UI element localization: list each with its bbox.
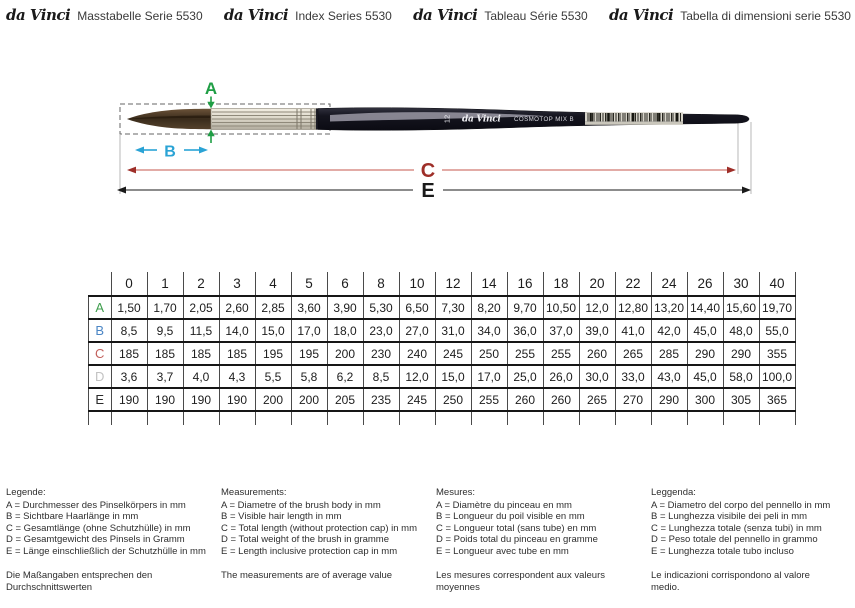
arrowhead-right-icon <box>727 167 736 174</box>
stub-cell <box>687 411 723 425</box>
value-cell: 2,85 <box>255 296 291 319</box>
dimension-e-label: E <box>421 180 435 202</box>
value-cell: 58,0 <box>723 365 759 388</box>
value-cell: 25,0 <box>507 365 543 388</box>
legend-line: C = Longueur total (sans tube) en mm <box>436 522 597 534</box>
size-column-header: 26 <box>687 272 723 296</box>
value-cell: 190 <box>147 388 183 411</box>
value-cell: 190 <box>219 388 255 411</box>
size-column-header: 12 <box>435 272 471 296</box>
stub-cell <box>723 411 759 425</box>
value-cell: 235 <box>363 388 399 411</box>
value-cell: 43,0 <box>651 365 687 388</box>
value-cell: 2,05 <box>183 296 219 319</box>
legend-line: B = Sichtbare Haarlänge in mm <box>6 511 139 522</box>
barcode <box>585 112 683 125</box>
davinci-logo: da Vinci <box>223 6 289 24</box>
value-cell: 255 <box>471 388 507 411</box>
value-cell: 255 <box>543 342 579 365</box>
value-cell: 1,70 <box>147 296 183 319</box>
value-cell: 7,30 <box>435 296 471 319</box>
row-label: D <box>89 365 112 388</box>
size-column-header: 10 <box>399 272 435 296</box>
header-item-german <box>6 6 203 24</box>
header-title-de: Masstabelle Serie 5530 <box>77 9 203 23</box>
value-cell: 9,70 <box>507 296 543 319</box>
value-cell: 26,0 <box>543 365 579 388</box>
value-cell: 1,50 <box>111 296 147 319</box>
size-column-header: 30 <box>723 272 759 296</box>
value-cell: 185 <box>219 342 255 365</box>
arrowhead-left-icon <box>135 147 144 154</box>
size-column-header: 40 <box>759 272 795 296</box>
value-cell: 8,20 <box>471 296 507 319</box>
arrowhead-left-icon <box>117 187 126 194</box>
value-cell: 260 <box>507 388 543 411</box>
value-cell: 3,6 <box>111 365 147 388</box>
value-cell: 14,0 <box>219 319 255 342</box>
value-cell: 185 <box>111 342 147 365</box>
value-cell: 39,0 <box>579 319 615 342</box>
legend-line: E = Length inclusive protection cap in mm <box>221 545 398 557</box>
value-cell: 15,60 <box>723 296 759 319</box>
value-cell: 4,3 <box>219 365 255 388</box>
stub-cell <box>89 411 112 425</box>
legend-line: D = Peso totale del pennello in grammo <box>651 534 818 545</box>
value-cell: 18,0 <box>327 319 363 342</box>
value-cell: 15,0 <box>435 365 471 388</box>
value-cell: 195 <box>291 342 327 365</box>
legend-title: Mesures: <box>436 487 476 498</box>
legend-note: The measurements are of average value <box>221 570 393 581</box>
davinci-logo: da Vinci <box>6 6 71 24</box>
size-column-header: 20 <box>579 272 615 296</box>
legend-line: A = Diametre of the brush body in mm <box>221 499 381 511</box>
value-cell: 205 <box>327 388 363 411</box>
stub-cell <box>471 411 507 425</box>
stub-cell <box>291 411 327 425</box>
legend-note: Le indicazioni corrispondono al valore medio. <box>651 570 810 593</box>
legend-column <box>6 487 221 593</box>
dimension-c-label: C <box>420 160 436 182</box>
value-cell: 2,60 <box>219 296 255 319</box>
value-cell: 190 <box>183 388 219 411</box>
value-cell: 12,0 <box>579 296 615 319</box>
value-cell: 42,0 <box>651 319 687 342</box>
legend-line: B = Lunghezza visibile dei peli in mm <box>651 511 808 522</box>
dimension-b-label: B <box>164 143 176 161</box>
legend-line: C = Total length (without protection cap) in mm <box>221 522 417 534</box>
value-cell: 185 <box>147 342 183 365</box>
legend-column <box>651 487 855 593</box>
value-cell: 100,0 <box>759 365 795 388</box>
row-label: C <box>89 342 112 365</box>
size-header-row <box>89 272 796 296</box>
value-cell: 30,0 <box>579 365 615 388</box>
value-cell: 200 <box>291 388 327 411</box>
legends <box>6 487 855 593</box>
legend-line: B = Longueur du poil visible en mm <box>436 511 585 522</box>
dimension-e <box>117 180 751 202</box>
value-cell: 260 <box>543 388 579 411</box>
value-cell: 34,0 <box>471 319 507 342</box>
value-cell: 55,0 <box>759 319 795 342</box>
table-row <box>89 388 796 411</box>
legend-line: B = Visible hair length in mm <box>221 511 342 522</box>
value-cell: 19,70 <box>759 296 795 319</box>
legend-line: A = Durchmesser des Pinselkörpers in mm <box>6 499 186 511</box>
value-cell: 48,0 <box>723 319 759 342</box>
value-cell: 17,0 <box>291 319 327 342</box>
row-label: E <box>89 388 112 411</box>
value-cell: 3,7 <box>147 365 183 388</box>
value-cell: 37,0 <box>543 319 579 342</box>
stub-cell <box>615 411 651 425</box>
legend-line: E = Longueur avec tube en mm <box>436 545 569 557</box>
value-cell: 230 <box>363 342 399 365</box>
value-cell: 9,5 <box>147 319 183 342</box>
legend-line: E = Lunghezza totale tubo incluso <box>651 545 794 557</box>
value-cell: 250 <box>435 388 471 411</box>
value-cell: 5,30 <box>363 296 399 319</box>
value-cell: 285 <box>651 342 687 365</box>
value-cell: 17,0 <box>471 365 507 388</box>
header-title-it: Tabella di dimensioni serie 5530 <box>680 9 851 23</box>
value-cell: 195 <box>255 342 291 365</box>
size-column-header: 6 <box>327 272 363 296</box>
stub-cell <box>147 411 183 425</box>
arrowhead-left-icon <box>127 167 136 174</box>
stub-cell <box>435 411 471 425</box>
value-cell: 365 <box>759 388 795 411</box>
legend-column <box>221 487 436 593</box>
value-cell: 300 <box>687 388 723 411</box>
arrowhead-right-icon <box>742 187 751 194</box>
stub-cell <box>543 411 579 425</box>
value-cell: 12,80 <box>615 296 651 319</box>
arrowhead-right-icon <box>199 147 208 154</box>
legend-line: C = Lunghezza totale (senza tubi) in mm <box>651 522 822 534</box>
guide-lines <box>120 122 751 194</box>
brush-hair <box>127 109 211 129</box>
value-cell: 240 <box>399 342 435 365</box>
brush-diagram <box>0 55 855 220</box>
arrowhead-up-icon <box>207 130 214 137</box>
dimension-b <box>135 144 208 161</box>
value-cell: 260 <box>579 342 615 365</box>
size-column-header: 18 <box>543 272 579 296</box>
series-label: COSMOTOP MIX B <box>514 116 575 123</box>
legend-line: D = Poids total du pinceau en gramme <box>436 534 598 545</box>
brush-diagram-svg <box>0 55 855 220</box>
value-cell: 290 <box>687 342 723 365</box>
value-cell: 23,0 <box>363 319 399 342</box>
brand-label: da Vinci <box>462 114 501 125</box>
stub-cell <box>183 411 219 425</box>
size-column-header: 24 <box>651 272 687 296</box>
legend-line: C = Gesamtlänge (ohne Schutzhülle) in mm <box>6 522 191 534</box>
size-column-header: 3 <box>219 272 255 296</box>
value-cell: 13,20 <box>651 296 687 319</box>
value-cell: 305 <box>723 388 759 411</box>
size-column-header: 2 <box>183 272 219 296</box>
size-column-header: 14 <box>471 272 507 296</box>
legend-line: D = Total weight of the brush in gramme <box>221 534 390 545</box>
stub-cell <box>219 411 255 425</box>
davinci-logo: da Vinci <box>608 6 674 24</box>
value-cell: 185 <box>183 342 219 365</box>
size-column-header: 4 <box>255 272 291 296</box>
stub-cell <box>111 411 147 425</box>
value-cell: 6,50 <box>399 296 435 319</box>
header-item-french <box>413 6 588 24</box>
header-item-english <box>224 6 392 24</box>
value-cell: 265 <box>615 342 651 365</box>
corner-cell <box>89 272 112 296</box>
value-cell: 45,0 <box>687 365 723 388</box>
value-cell: 255 <box>507 342 543 365</box>
value-cell: 12,0 <box>399 365 435 388</box>
stub-cell <box>759 411 795 425</box>
value-cell: 36,0 <box>507 319 543 342</box>
header-title-en: Index Series 5530 <box>295 9 392 23</box>
value-cell: 5,8 <box>291 365 327 388</box>
value-cell: 15,0 <box>255 319 291 342</box>
value-cell: 6,2 <box>327 365 363 388</box>
value-cell: 355 <box>759 342 795 365</box>
brush-handle <box>316 108 749 131</box>
value-cell: 290 <box>651 388 687 411</box>
legend-title: Legende: <box>6 487 46 498</box>
value-cell: 33,0 <box>615 365 651 388</box>
arrowhead-down-icon <box>207 102 214 109</box>
value-cell: 8,5 <box>363 365 399 388</box>
size-column-header: 5 <box>291 272 327 296</box>
value-cell: 290 <box>723 342 759 365</box>
legend-column <box>436 487 651 593</box>
legend-line: D = Gesamtgewicht des Pinsels in Gramm <box>6 534 185 545</box>
value-cell: 10,50 <box>543 296 579 319</box>
header <box>6 6 851 24</box>
stub-cell <box>507 411 543 425</box>
stub-cell <box>399 411 435 425</box>
header-title-fr: Tableau Série 5530 <box>484 9 588 23</box>
value-cell: 11,5 <box>183 319 219 342</box>
size-column-header: 0 <box>111 272 147 296</box>
stub-cell <box>363 411 399 425</box>
value-cell: 4,0 <box>183 365 219 388</box>
size-column-header: 16 <box>507 272 543 296</box>
table-row <box>89 342 796 365</box>
stub-cell <box>651 411 687 425</box>
legend-title: Measurements: <box>221 487 287 498</box>
size-column-header: 22 <box>615 272 651 296</box>
legend-line: A = Diamètre du pinceau en mm <box>436 499 572 511</box>
size-table <box>88 272 796 425</box>
value-cell: 3,60 <box>291 296 327 319</box>
value-cell: 250 <box>471 342 507 365</box>
legend-line: A = Diametro del corpo del pennello in mm <box>651 499 831 511</box>
value-cell: 27,0 <box>399 319 435 342</box>
davinci-logo: da Vinci <box>413 6 478 24</box>
legend-note: Les mesures correspondent aux valeurs moyennes <box>436 570 605 593</box>
value-cell: 200 <box>255 388 291 411</box>
value-cell: 45,0 <box>687 319 723 342</box>
brush-size-label: 12 <box>442 114 452 124</box>
table-row <box>89 319 796 342</box>
dimension-a-label: A <box>204 79 218 98</box>
value-cell: 270 <box>615 388 651 411</box>
row-label: B <box>89 319 112 342</box>
size-column-header: 1 <box>147 272 183 296</box>
value-cell: 190 <box>111 388 147 411</box>
value-cell: 200 <box>327 342 363 365</box>
table-bottom-stub-row <box>89 411 796 425</box>
legend-title: Leggenda: <box>651 487 696 498</box>
stub-cell <box>327 411 363 425</box>
legend-line: E = Länge einschließlich der Schutzhülle in mm <box>6 545 206 557</box>
value-cell: 8,5 <box>111 319 147 342</box>
value-cell: 31,0 <box>435 319 471 342</box>
value-cell: 245 <box>435 342 471 365</box>
row-label: A <box>89 296 112 319</box>
value-cell: 245 <box>399 388 435 411</box>
value-cell: 41,0 <box>615 319 651 342</box>
table-row <box>89 296 796 319</box>
stub-cell <box>255 411 291 425</box>
value-cell: 5,5 <box>255 365 291 388</box>
value-cell: 14,40 <box>687 296 723 319</box>
dimension-c <box>127 160 736 182</box>
header-item-italian <box>609 6 851 24</box>
value-cell: 265 <box>579 388 615 411</box>
value-cell: 3,90 <box>327 296 363 319</box>
table-row <box>89 365 796 388</box>
brush-ferrule <box>211 109 318 130</box>
size-column-header: 8 <box>363 272 399 296</box>
stub-cell <box>579 411 615 425</box>
legend-note: Die Maßangaben entsprechen den Durchschnittswerten <box>6 570 153 593</box>
